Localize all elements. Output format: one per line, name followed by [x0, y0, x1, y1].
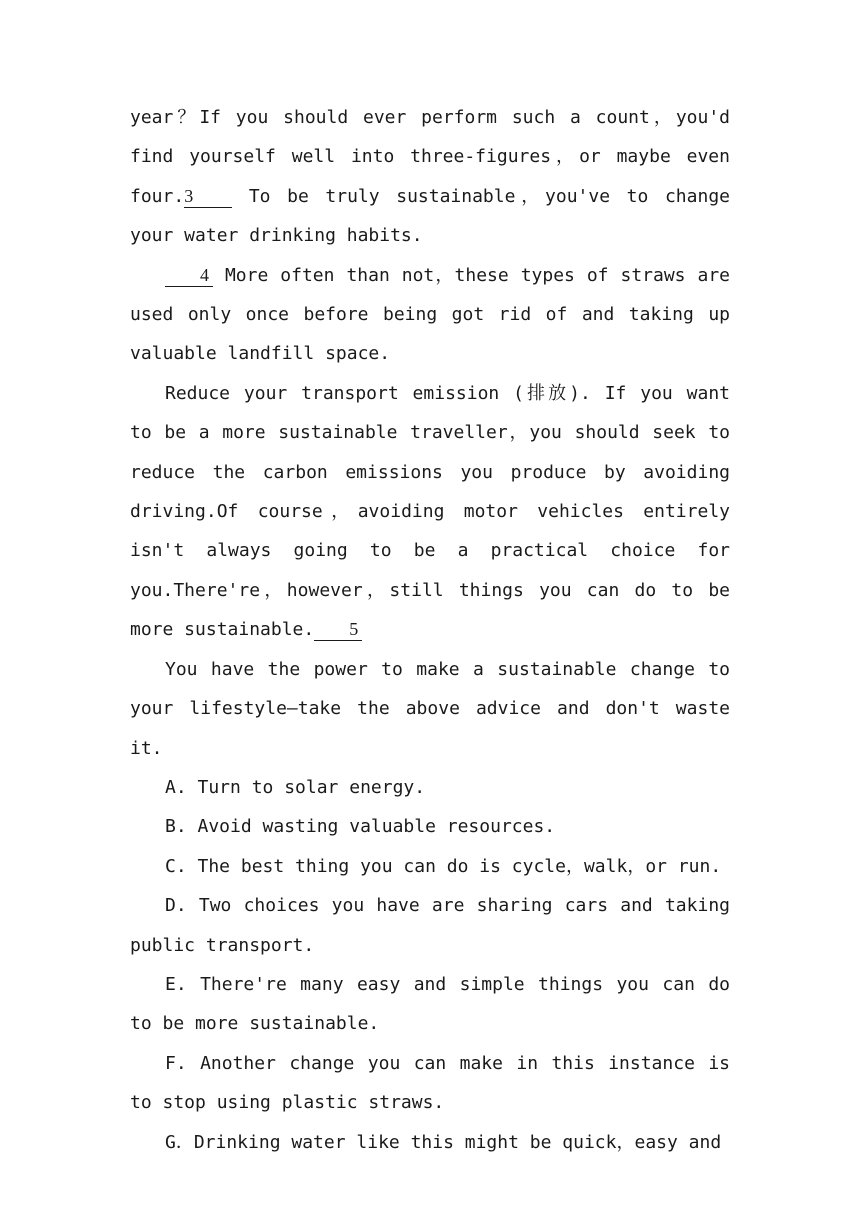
paragraph-text: Reduce your transport emission (排放). If you want to be a more sustainable traveller，you should seek to reduce the carbon emissions you produce by avoiding driving.Of course，avoiding motor vehicles entirely isn't always going to be a practical choice for you.There're，however，still things you can do to be more sustainable.: [130, 382, 730, 641]
option-c: C. The best thing you can do is cycle，walk，or run.: [165, 855, 722, 877]
passage-paragraph-3: [130, 374, 730, 650]
paragraph-text: To be truly sustainable，you've to change your water drinking habits.: [130, 185, 730, 247]
blank-4: 4: [165, 264, 213, 287]
option-d: D. Two choices you have are sharing cars and taking public transport.: [130, 895, 730, 956]
option-e: E. There're many easy and simple things you can do to be more sustainable.: [130, 973, 730, 1035]
blank-5: 5: [314, 618, 362, 641]
paragraph-text: More often than not，these types of straws are used only once before being got rid of and taking up valuable landfill space.: [130, 264, 730, 365]
document-page: [130, 98, 730, 1162]
passage-paragraph-2: [130, 256, 730, 374]
option-a: A. Turn to solar energy.: [165, 776, 426, 798]
option-b: B. Avoid wasting valuable resources.: [165, 816, 556, 838]
option-g: G．Drinking water like this might be quick，easy and: [165, 1131, 722, 1153]
passage-paragraph-1: [130, 98, 730, 256]
option-f: F. Another change you can make in this instance is to stop using plastic straws.: [130, 1052, 730, 1114]
paragraph-text: year？If you should ever perform such a count，you'd find yourself well into three-figures，or maybe even four.: [130, 107, 730, 207]
passage-paragraph-4: [130, 650, 730, 768]
blank-3: 3: [184, 185, 232, 208]
paragraph-text: You have the power to make a sustainable change to your lifestyle—take the above advice and don't waste it.: [130, 658, 730, 759]
